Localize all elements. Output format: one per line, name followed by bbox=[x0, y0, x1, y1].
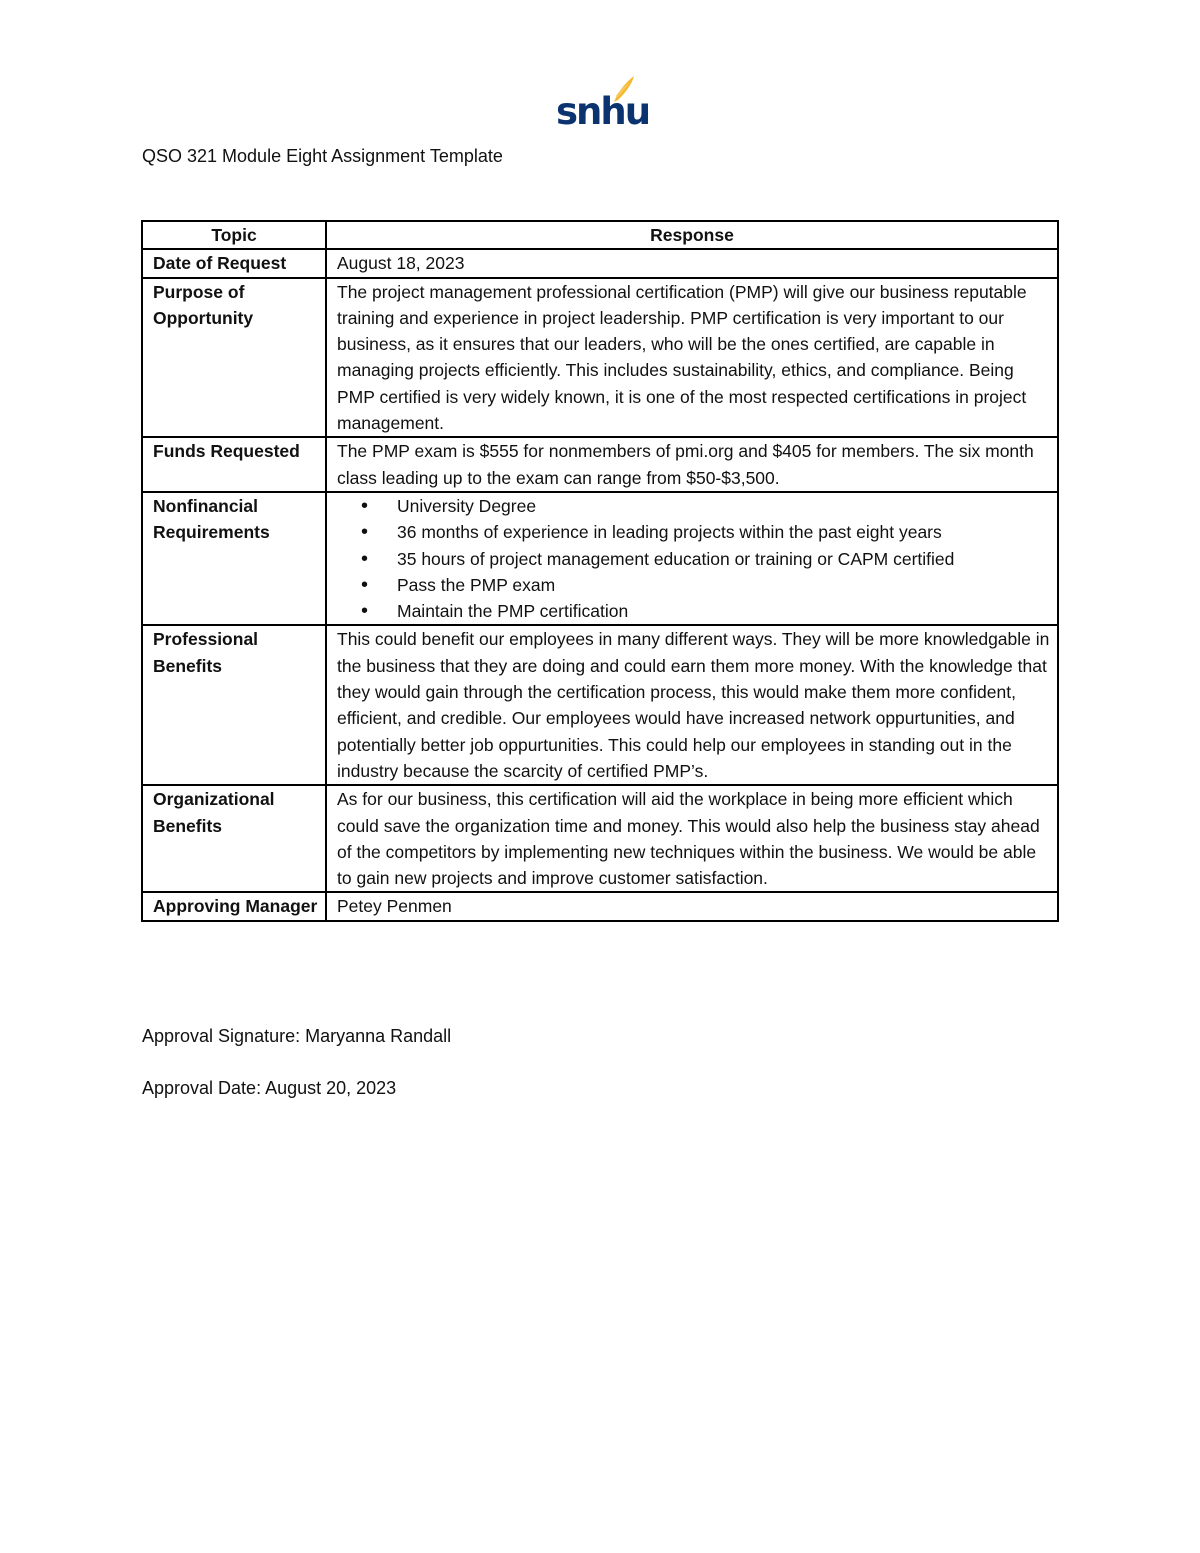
table-row bbox=[142, 278, 1058, 438]
response-organizational-benefits: As for our business, this certification will aid the workplace in being more efficient which could save the organization time and money. This would also help the business stay ahead of the competitors by implementing new techniques within the business. We would be able to gain new projects and improve customer satisfaction. bbox=[326, 785, 1058, 892]
snhu-logo bbox=[556, 74, 650, 134]
response-approving-manager: Petey Penmen bbox=[326, 892, 1058, 920]
table-row bbox=[142, 892, 1058, 920]
table-row bbox=[142, 249, 1058, 277]
list-item: • 36 months of experience in leading projects within the past eight years bbox=[397, 519, 1051, 545]
topic-purpose: Purpose of Opportunity bbox=[142, 278, 326, 438]
list-item: • Pass the PMP exam bbox=[397, 572, 1051, 598]
response-date-of-request: August 18, 2023 bbox=[326, 249, 1058, 277]
table-row bbox=[142, 625, 1058, 785]
list-item: • Maintain the PMP certification bbox=[397, 598, 1051, 624]
table-row bbox=[142, 492, 1058, 625]
topic-professional-benefits: Professional Benefits bbox=[142, 625, 326, 785]
assignment-table bbox=[141, 220, 1059, 922]
header-response: Response bbox=[326, 221, 1058, 249]
approval-signature: Approval Signature: Maryanna Randall bbox=[142, 1026, 452, 1046]
table-header-row bbox=[142, 221, 1058, 249]
topic-date-of-request: Date of Request bbox=[142, 249, 326, 277]
document-title: QSO 321 Module Eight Assignment Template bbox=[142, 146, 503, 166]
table-row bbox=[142, 437, 1058, 492]
response-nonfinancial bbox=[326, 492, 1058, 625]
approval-date: Approval Date: August 20, 2023 bbox=[142, 1078, 397, 1098]
topic-funds-requested: Funds Requested bbox=[142, 437, 326, 492]
logo-wordmark: snhu bbox=[556, 90, 650, 133]
response-purpose: The project management professional certification (PMP) will give our business reputable training and experience in project leadership. PMP certification is very important to our business, as it ensures that our leaders, who will be the ones certified, are capable in managing projects efficiently. This includes sustainability, ethics, and compliance. Being PMP certified is very widely known, it is one of the most respected certifications in project management. bbox=[326, 278, 1058, 438]
topic-organizational-benefits: Organizational Benefits bbox=[142, 785, 326, 892]
topic-nonfinancial: Nonfinancial Requirements bbox=[142, 492, 326, 625]
list-item: • 35 hours of project management education or training or CAPM certified bbox=[397, 546, 1051, 572]
topic-approving-manager: Approving Manager bbox=[142, 892, 326, 920]
requirements-list bbox=[337, 493, 1051, 624]
response-funds-requested: The PMP exam is $555 for nonmembers of pmi.org and $405 for members. The six month class leading up to the exam can range from $50-$3,500. bbox=[326, 437, 1058, 492]
list-item: • University Degree bbox=[397, 493, 1051, 519]
response-professional-benefits: This could benefit our employees in many different ways. They will be more knowledgable in the business that they are doing and could earn them more money. With the knowledge that they would gain through the certification process, this would make them more confident, efficient, and credible. Our employees would have increased network oppurtunities, and potentially better job oppurtunities. This could help our employees in standing out in the industry because the scarcity of certified PMP’s. bbox=[326, 625, 1058, 785]
table-row bbox=[142, 785, 1058, 892]
header-topic: Topic bbox=[142, 221, 326, 249]
